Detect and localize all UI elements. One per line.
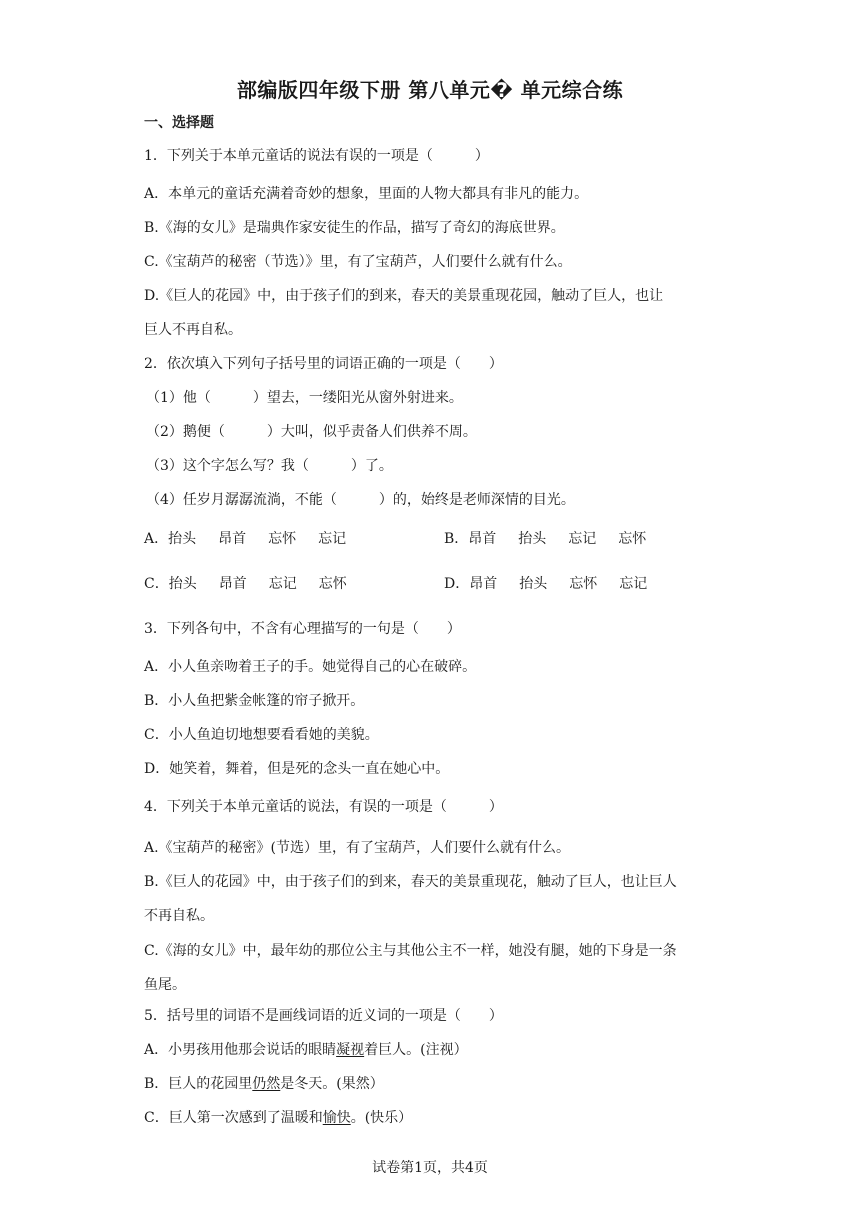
q3-option-c: C．小人鱼迫切地想要看看她的美貌。 [144,727,379,743]
option-word: 忘怀 [268,531,297,547]
option-word: 昂首 [469,576,498,592]
q1-option-a: A．本单元的童话充满着奇妙的想象，里面的人物大都具有非凡的能力。 [144,186,589,202]
q4-option-b-line2: 不再自私。 [144,908,214,924]
q2-option-d [444,574,669,594]
option-label: D． [444,576,470,592]
option-word: 昂首 [218,531,247,547]
option-label: A． [144,531,169,547]
option-text: B．巨人的花园里 [144,1076,253,1092]
q2-sentence-4: （4）任岁月潺潺流淌，不能（ ）的，始终是老师深情的目光。 [146,492,575,508]
q2-sentence-3: （3）这个字怎么写？我（ ）了。 [146,458,393,474]
q4-option-c-line2: 鱼尾。 [144,977,186,993]
q5-option-c [144,1108,412,1128]
q5-stem: 5．括号里的词语不是画线词语的近义词的一项是（ ） [144,1008,503,1024]
option-word: 昂首 [468,531,497,547]
option-word: 忘记 [568,531,597,547]
q4-option-c-line1: C.《海的女儿》中，最年幼的那位公主与其他公主不一样，她没有腿，她的下身是一条 [144,943,677,959]
option-word: 忘记 [619,576,648,592]
option-label: B． [444,531,469,547]
q4-option-a: A.《宝葫芦的秘密》(节选）里，有了宝葫芦，人们要什么就有什么。 [144,840,571,856]
q3-option-b: B．小人鱼把紫金帐篷的帘子掀开。 [144,693,365,709]
option-word: 忘怀 [618,531,647,547]
option-word: 忘记 [318,531,347,547]
underlined-word: 凝视 [336,1042,365,1058]
q3-option-d: D．她笑着，舞着，但是死的念头一直在她心中。 [144,761,450,777]
q2-sentence-2: （2）鹅便（ ）大叫，似乎责备人们供养不周。 [146,424,477,440]
q4-option-b-line1: B.《巨人的花园》中，由于孩子们的到来，春天的美景重现花，触动了巨人，也让巨人 [144,874,677,890]
q1-option-d-line1: D.《巨人的花园》中，由于孩子们的到来，春天的美景重现花园，触动了巨人，也让 [144,288,664,304]
option-word: 忘怀 [318,576,347,592]
q1-stem: 1．下列关于本单元童话的说法有误的一项是（ ） [144,148,489,164]
page-footer: 试卷第1页，共4页 [372,1160,488,1176]
q2-sentence-1: （1）他（ ）望去，一缕阳光从窗外射进来。 [146,390,463,406]
option-word: 抬头 [518,531,547,547]
option-word: 昂首 [218,576,247,592]
page-title: 部编版四年级下册 第八单元� 单元综合练 [236,78,624,102]
option-text: 是冬天。(果然） [280,1076,384,1092]
q2-option-b [444,529,668,549]
q3-stem: 3．下列各句中，不含有心理描写的一句是（ ） [144,621,461,637]
option-word: 忘怀 [569,576,598,592]
q5-option-b [144,1074,384,1094]
q1-option-b: B.《海的女儿》是瑞典作家安徒生的作品，描写了奇幻的海底世界。 [144,220,565,236]
option-text: 。(快乐） [350,1110,413,1126]
option-word: 忘记 [268,576,297,592]
option-text: C．巨人第一次感到了温暖和 [144,1110,323,1126]
underlined-word: 仍然 [252,1076,281,1092]
option-word: 抬头 [168,576,197,592]
q4-stem: 4．下列关于本单元童话的说法，有误的一项是（ ） [144,799,503,815]
q1-option-c: C.《宝葫芦的秘密（节选）》里，有了宝葫芦，人们要什么就有什么。 [144,254,572,270]
q1-option-d-line2: 巨人不再自私。 [144,322,242,338]
q3-option-a: A．小人鱼亲吻着王子的手。她觉得自己的心在破碎。 [144,659,477,675]
option-text: 着巨人。(注视） [364,1042,468,1058]
option-word: 抬头 [519,576,548,592]
option-label: C． [144,576,169,592]
q2-option-c [144,574,369,594]
q5-option-a [144,1040,468,1060]
section-heading: 一、选择题 [144,115,214,131]
underlined-word: 愉快 [322,1110,351,1126]
q2-option-a [144,529,368,549]
option-text: A．小男孩用他那会说话的眼睛 [144,1042,337,1058]
option-word: 抬头 [168,531,197,547]
q2-stem: 2．依次填入下列句子括号里的词语正确的一项是（ ） [144,356,503,372]
